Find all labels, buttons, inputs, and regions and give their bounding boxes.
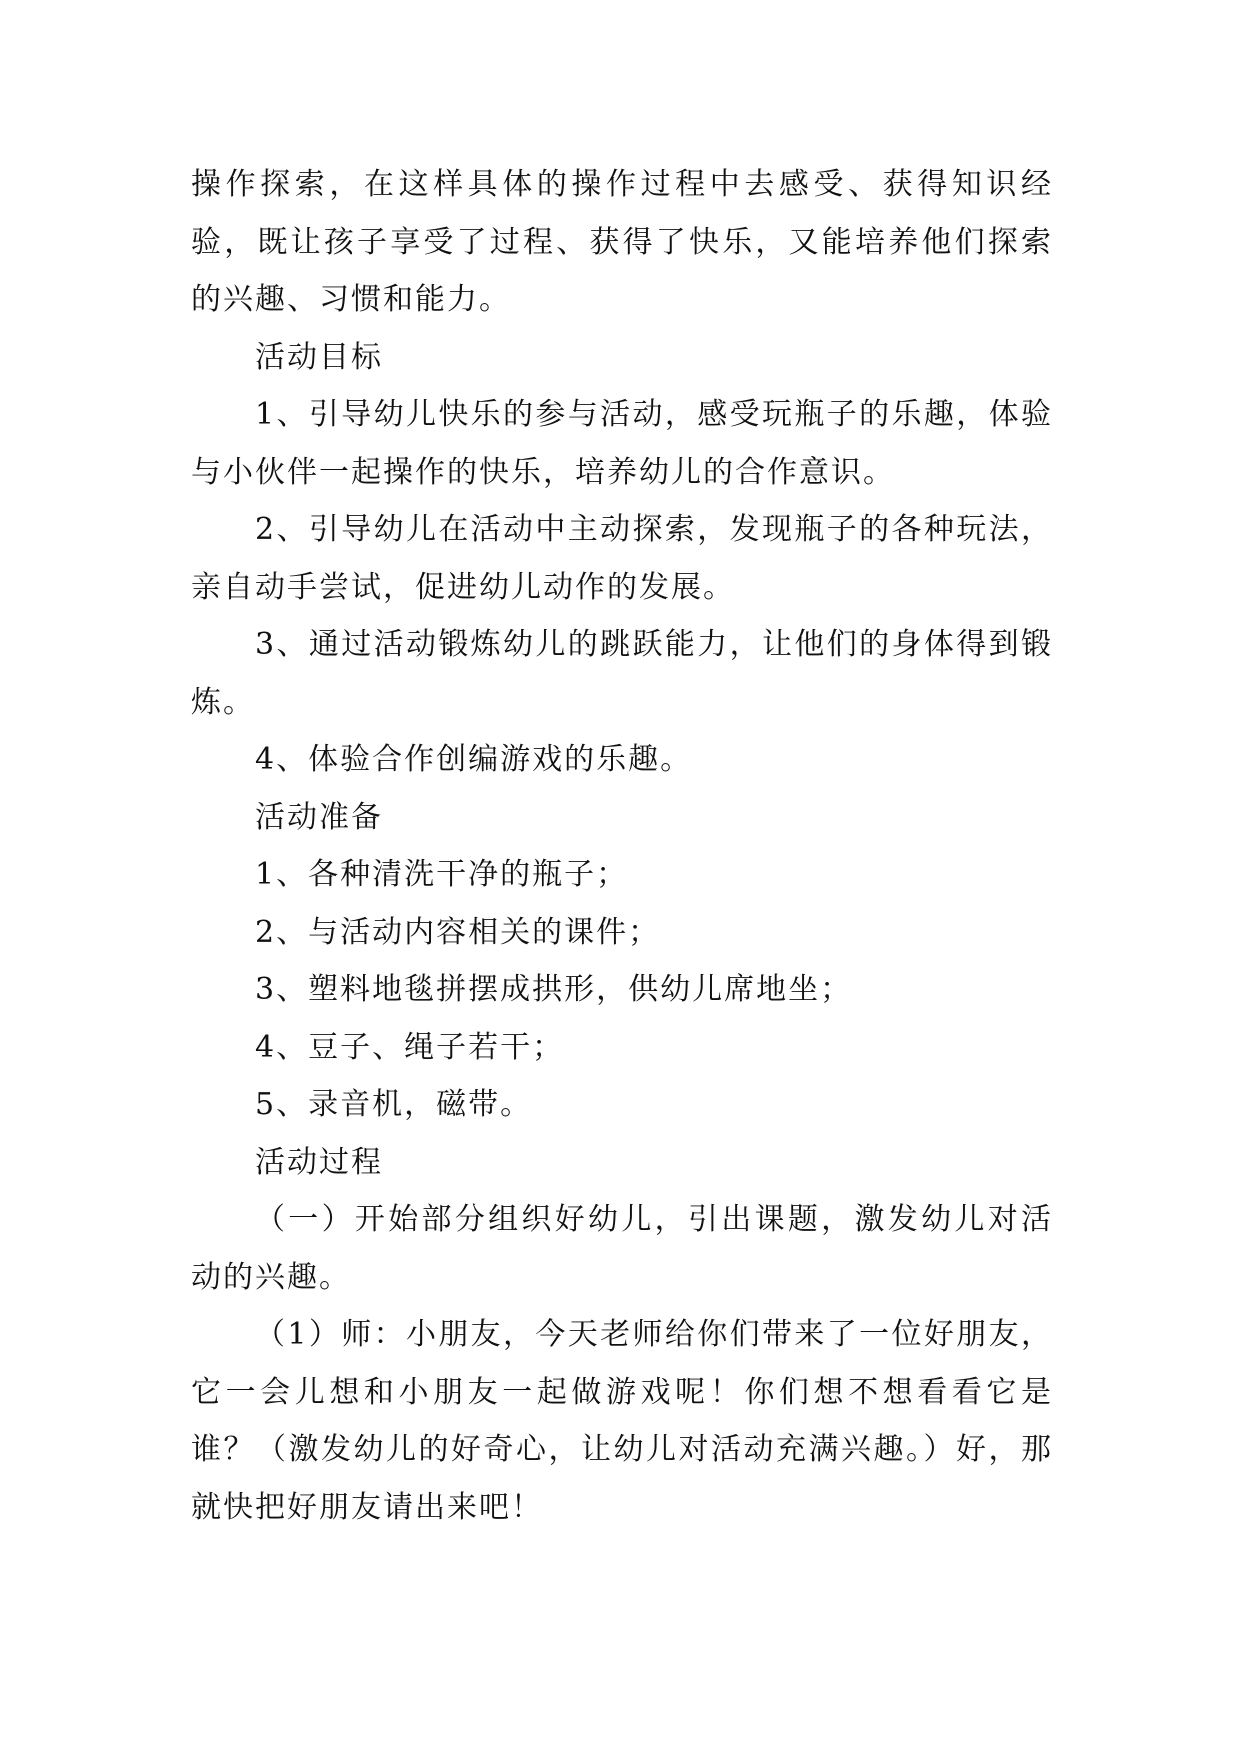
preparation-item-4: 4、豆子、绳子若干； <box>255 1029 565 1065</box>
preparation-item-3: 3、塑料地毯拼摆成拱形，供幼儿席地坐； <box>255 972 853 1007</box>
heading-activity-process: 活动过程 <box>255 1144 383 1180</box>
preparation-item-5: 5、录音机，磁带。 <box>255 1087 533 1122</box>
goal-item-1: 1、引导幼儿快乐的参与活动，感受玩瓶子的乐趣，体验与小伙伴一起操作的快乐，培养幼儿的合作意识。 <box>191 397 1053 490</box>
heading-activity-goals: 活动目标 <box>255 339 383 375</box>
goal-item-2: 2、引导幼儿在活动中主动探索，发现瓶子的各种玩法，亲自动手尝试，促进幼儿动作的发展。 <box>191 512 1053 605</box>
document-body <box>191 156 1053 1536</box>
goal-item-4: 4、体验合作创编游戏的乐趣。 <box>255 742 693 777</box>
preparation-item-1: 1、各种清洗干净的瓶子； <box>255 857 629 892</box>
paragraph-intro-continued: 操作探索，在这样具体的操作过程中去感受、获得知识经验，既让孩子享受了过程、获得了快乐，又能培养他们探索的兴趣、习惯和能力。 <box>191 167 1053 317</box>
heading-activity-preparation: 活动准备 <box>255 799 383 835</box>
process-step-1: （一）开始部分组织好幼儿，引出课题，激发幼儿对活动的兴趣。 <box>191 1202 1053 1295</box>
process-substep-1: （1）师：小朋友，今天老师给你们带来了一位好朋友，它一会儿想和小朋友一起做游戏呢！你们想不想看看它是谁？（激发幼儿的好奇心，让幼儿对活动充满兴趣。）好，那就快把好朋友请出来吧！ <box>191 1317 1053 1525</box>
preparation-item-2: 2、与活动内容相关的课件； <box>255 914 661 950</box>
goal-item-3: 3、通过活动锻炼幼儿的跳跃能力，让他们的身体得到锻炼。 <box>191 627 1053 720</box>
